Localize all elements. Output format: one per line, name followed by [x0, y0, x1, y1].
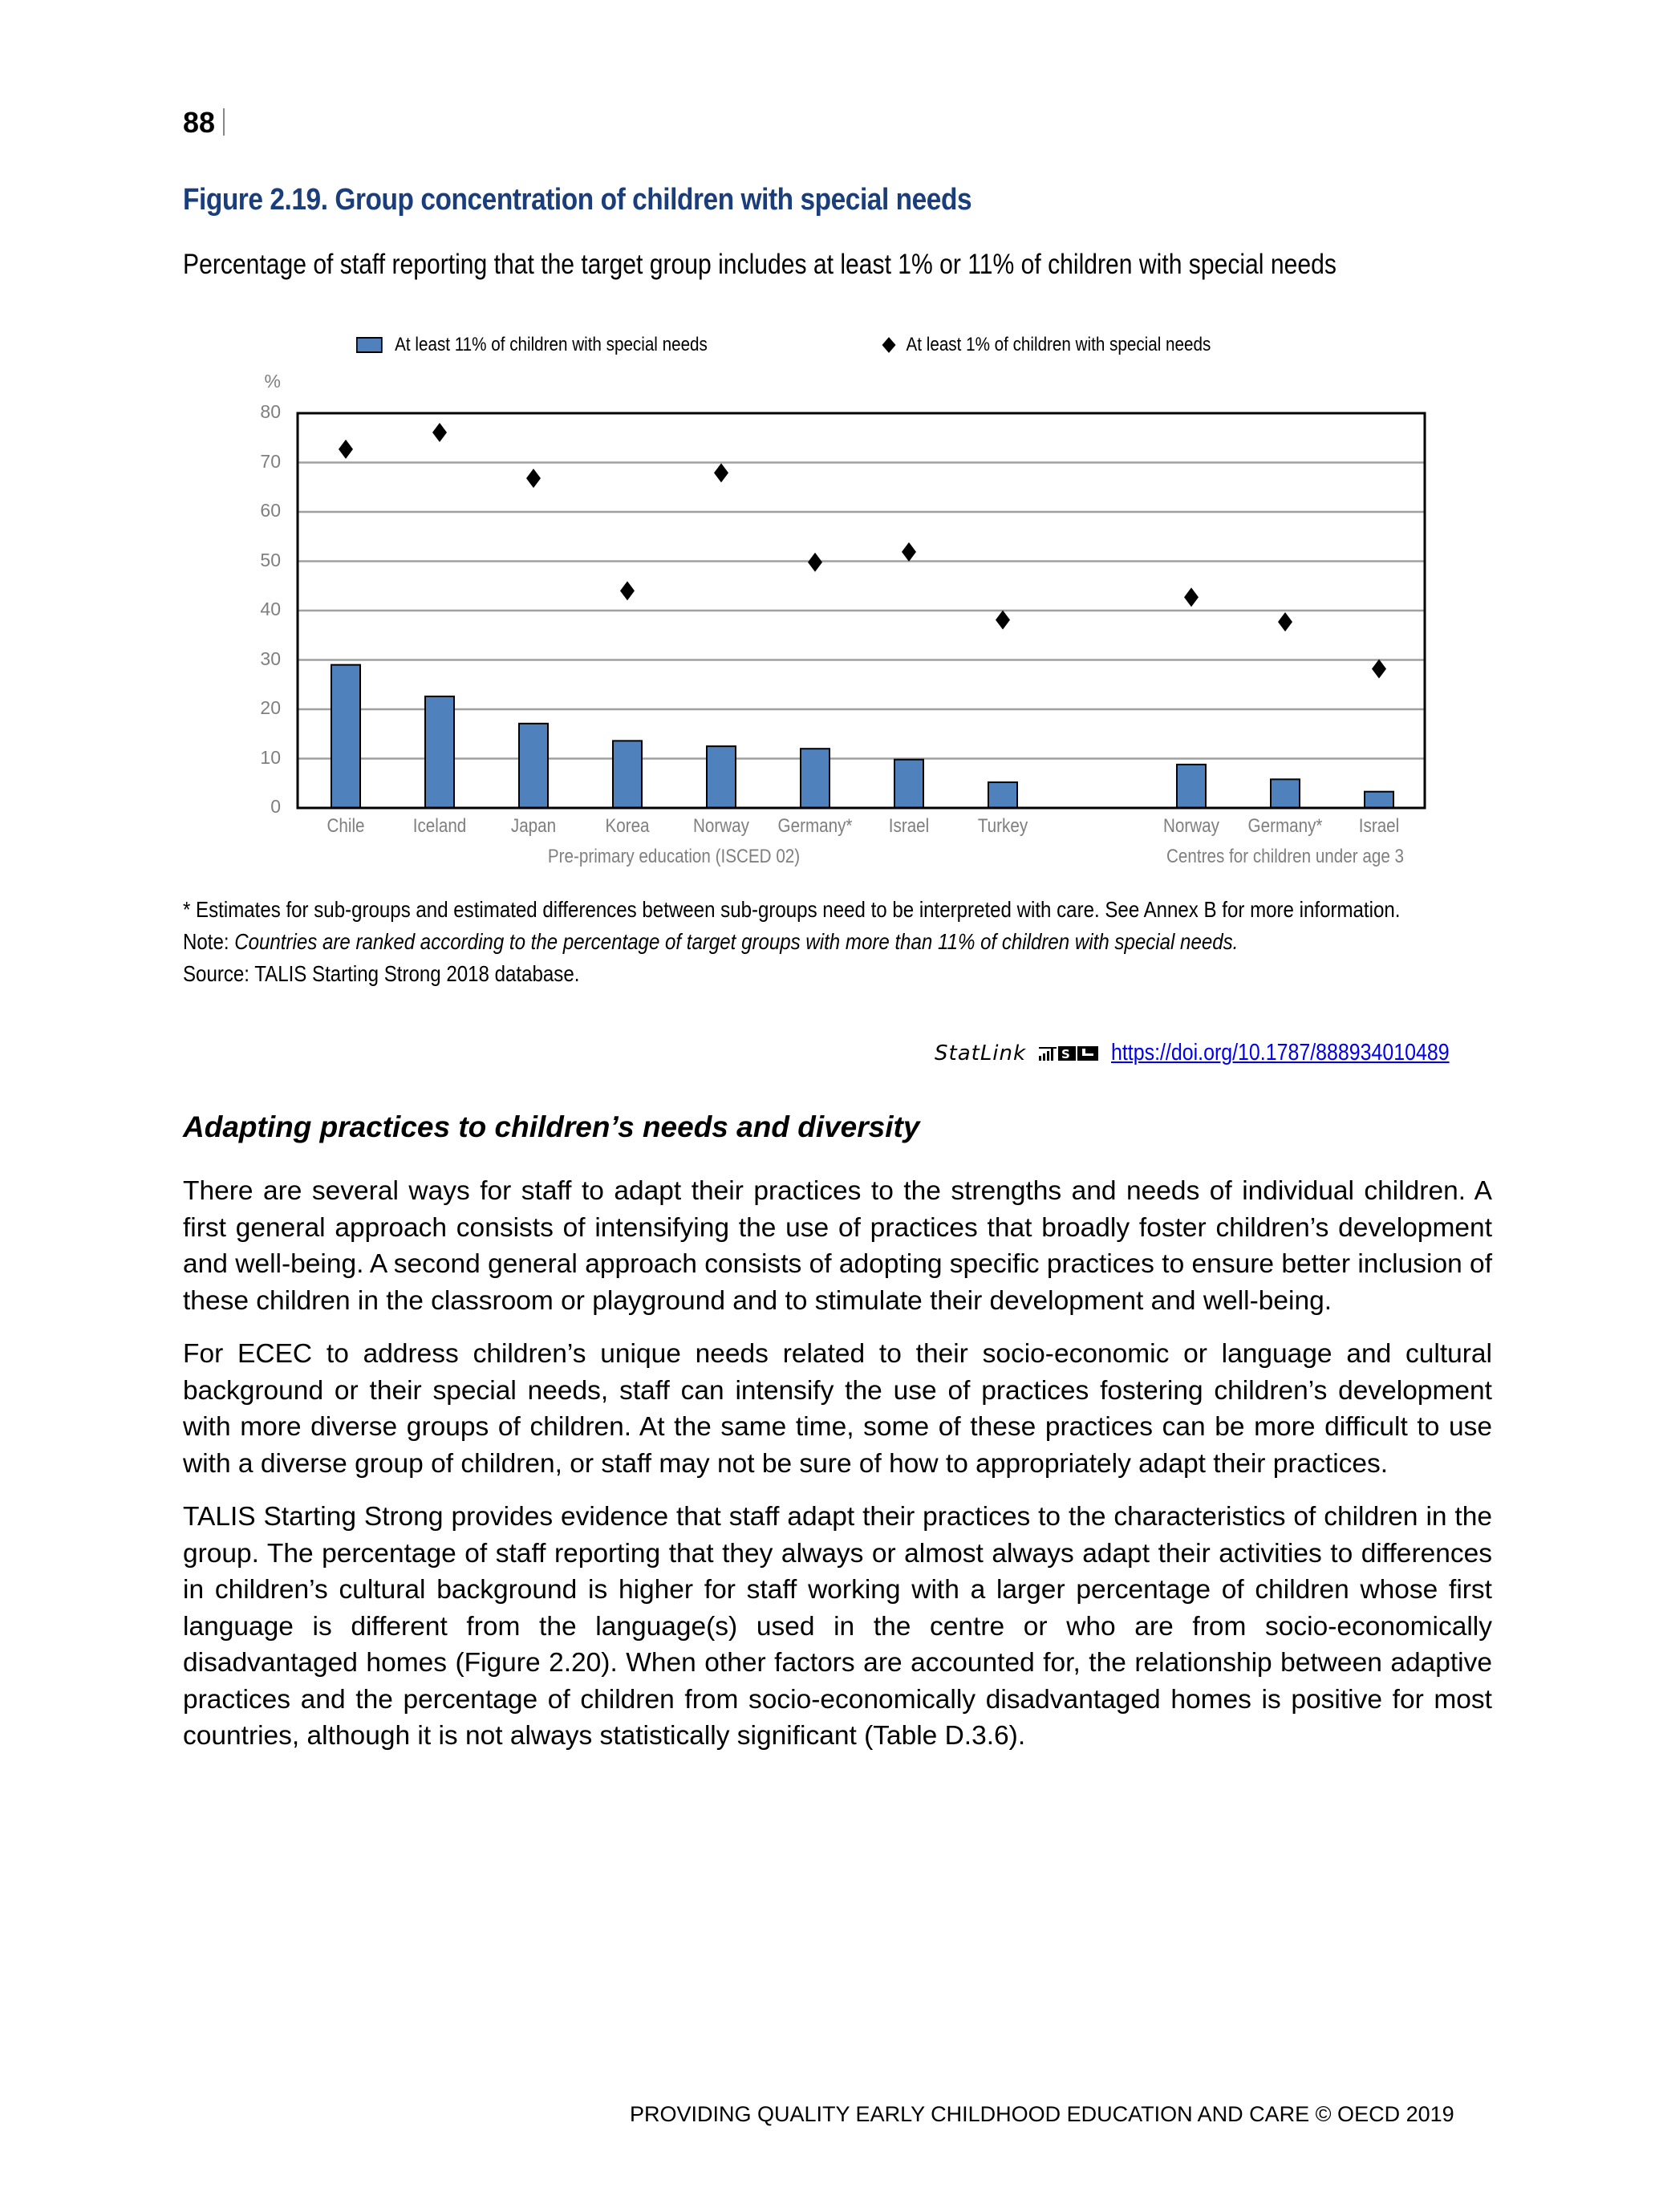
y-tick-label: 60	[260, 500, 281, 521]
statlink-label: StatLink	[935, 1041, 1027, 1065]
note-ranking	[183, 929, 1238, 955]
x-category-label: Norway	[1163, 815, 1219, 837]
page-footer: PROVIDING QUALITY EARLY CHILDHOOD EDUCATION AND CARE © OECD 2019	[630, 2102, 1454, 2126]
paragraph-3: TALIS Starting Strong provides evidence that staff adapt their practices to the characteristics of children in the group. The percentage of staff reporting that they always or almost always adapt their activities to differences in children’s cultural background is higher for staff working with a larger percentage of children whose first language is different from the language(s) used in the centre or who are from socio-economically disadvantaged homes (Figure 2.20). When other factors are accounted for, the relationship between adaptive practices and the percentage of children from socio-economically disadvantaged homes is positive for most countries, although it is not always statistically significant (Table D.3.6).	[183, 1502, 1492, 1751]
note-asterisk: * Estimates for sub-groups and estimated differences between sub-groups need to be interpreted with care. See Annex B for more information.	[183, 897, 1401, 922]
section-heading: Adapting practices to children’s needs and diversity	[183, 1110, 920, 1143]
statlink-url-link[interactable]: https://doi.org/10.1787/888934010489	[1111, 1040, 1450, 1065]
figure-title: Figure 2.19. Group concentration of children with special needs	[183, 183, 972, 217]
bar	[519, 724, 548, 808]
diamond-marker	[996, 611, 1010, 630]
x-category-label: Turkey	[977, 815, 1028, 837]
paragraph-2: For ECEC to address children’s unique needs related to their socio-economic or language and cultural background or their special needs, staff can intensify the use of practices fostering children’s development with more diverse groups of children. At the same time, some of these practices can be more difficult to use with a diverse group of children, or staff may not be sure of how to appropriately adapt their practices.	[183, 1339, 1492, 1479]
y-tick-label: 10	[260, 746, 281, 768]
page-number-text: 88	[183, 106, 216, 139]
bar	[613, 741, 642, 808]
group-label-under3: Centres for children under age 3	[1166, 846, 1405, 867]
x-category-label: Iceland	[412, 815, 467, 837]
y-tick-label: 30	[260, 647, 281, 669]
x-category-label: Germany*	[1247, 815, 1323, 837]
bar	[988, 782, 1017, 808]
statlink	[935, 1040, 1504, 1066]
section-body	[183, 1173, 1492, 1772]
diamond-marker	[620, 581, 635, 600]
figure-subtitle: Percentage of staff reporting that the target group includes at least 1% or 11% of children with special needs	[183, 249, 1337, 280]
x-category-label: Norway	[693, 815, 749, 837]
x-category-label: Israel	[1358, 815, 1400, 837]
legend-diamond-label: At least 1% of children with special needs	[906, 334, 1211, 355]
y-tick-label: 50	[260, 549, 281, 570]
legend-bar-label: At least 11% of children with special needs	[395, 334, 708, 355]
note-text: Countries are ranked according to the percentage of target groups with more than 11% of children with special needs.	[234, 929, 1239, 954]
bar	[331, 665, 360, 808]
y-axis-unit: %	[264, 371, 281, 392]
y-tick-label: 40	[260, 599, 281, 619]
statlink-logo-icon	[1039, 1045, 1100, 1062]
diamond-marker	[1184, 587, 1199, 607]
bar	[894, 760, 923, 808]
x-category-label: Korea	[605, 815, 650, 837]
diamond-marker	[808, 553, 822, 572]
diamond-marker	[339, 440, 353, 459]
bar	[801, 749, 830, 808]
x-category-label: Israel	[888, 815, 930, 837]
y-tick-label: 70	[260, 450, 281, 472]
diamond-marker	[1278, 612, 1292, 631]
x-category-label: Chile	[327, 815, 365, 837]
note-source: Source: TALIS Starting Strong 2018 database.	[183, 961, 580, 986]
bar	[425, 696, 454, 808]
y-tick-label: 80	[260, 401, 281, 422]
diamond-marker	[714, 463, 728, 482]
x-category-label: Germany*	[777, 815, 853, 837]
diamond-marker	[526, 469, 541, 488]
y-tick-label: 0	[270, 796, 281, 817]
diamond-marker	[902, 542, 916, 562]
bar	[707, 746, 736, 808]
bar	[1271, 779, 1300, 808]
group-label-pre-primary: Pre-primary education (ISCED 02)	[547, 846, 801, 867]
x-category-label: Japan	[510, 815, 557, 837]
paragraph-1: There are several ways for staff to adapt their practices to the strengths and needs of individual children. A first general approach consists of intensifying the use of practices that broadly foster children’s development and well-being. A second general approach consists of adopting specific practices to ensure better inclusion of these children in the classroom or playground and to stimulate their development and well-being.	[183, 1176, 1492, 1316]
diamond-marker	[1372, 660, 1386, 679]
bar	[1365, 792, 1393, 808]
y-tick-label: 20	[260, 697, 281, 718]
bar	[1177, 765, 1206, 808]
note-prefix: Note:	[183, 929, 235, 954]
diamond-marker	[432, 423, 447, 442]
svg-text:S: S	[1061, 1046, 1070, 1061]
